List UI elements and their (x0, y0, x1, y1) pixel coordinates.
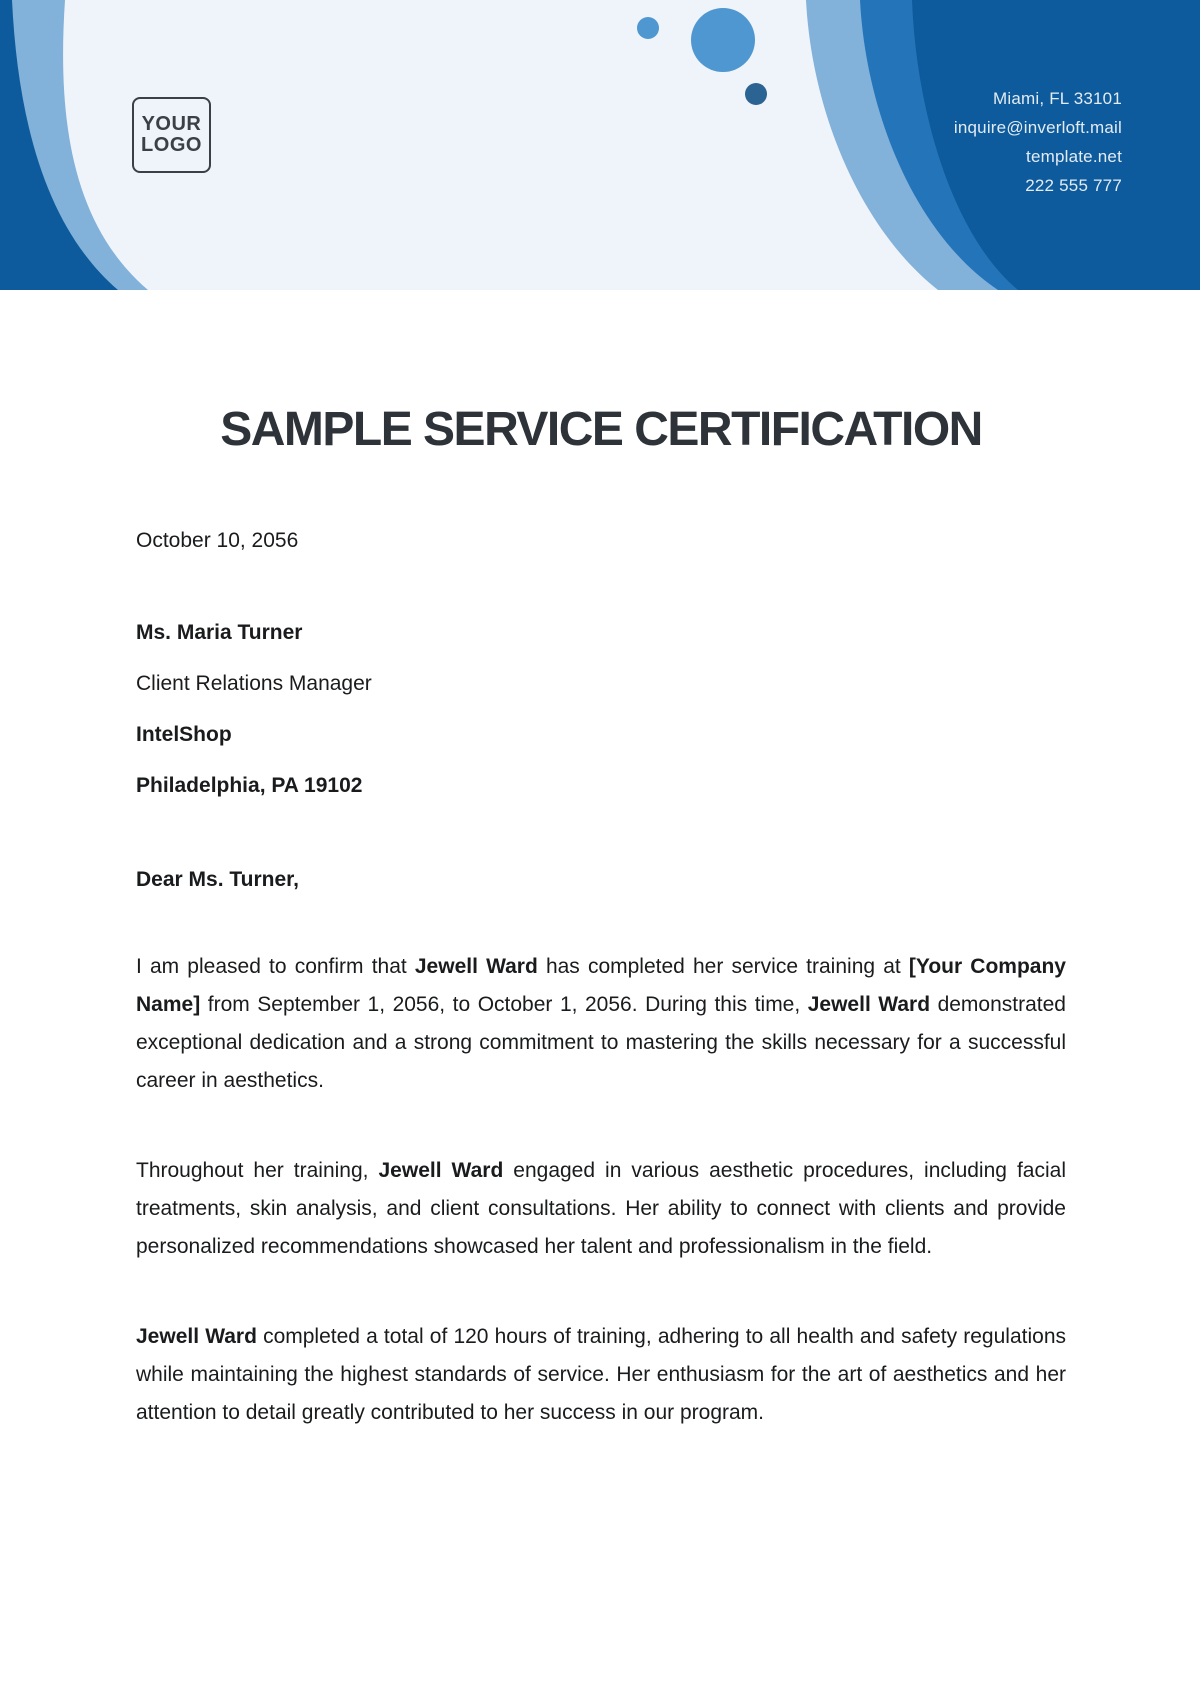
recipient-line: Client Relations Manager (136, 672, 372, 696)
body-paragraph: I am pleased to confirm that Jewell Ward has completed her service training at [Your Company Name] from September 1, 2056, to October 1, 2056. During this time, Jewell Ward demonstrated exceptional dedication and a strong commitment to mastering the skills necessary for a successful career in aesthetics. (136, 955, 1066, 1093)
logo (132, 97, 211, 173)
contact-line: Miami, FL 33101 (993, 89, 1122, 108)
recipient-line: IntelShop (136, 723, 232, 747)
letter-date: October 10, 2056 (136, 529, 299, 553)
dot-large-blue (691, 8, 755, 72)
letter-content (0, 402, 1200, 1432)
dot-small-dark (745, 83, 767, 105)
contact-line: inquire@inverloft.mail (953, 118, 1122, 137)
dot-small-blue (637, 17, 659, 39)
logo-text-line2: LOGO (141, 134, 202, 156)
salutation: Dear Ms. Turner, (136, 868, 299, 892)
recipient-block (136, 619, 1066, 800)
letter-body (136, 948, 1066, 1432)
body-paragraph: Throughout her training, Jewell Ward engaged in various aesthetic procedures, including facial treatments, skin analysis, and client consultations. Her ability to connect with clients and provide personalized recommendations showcased her talent and professionalism in the field. (136, 1159, 1066, 1259)
letter-title: SAMPLE SERVICE CERTIFICATION (220, 403, 982, 456)
recipient-line: Ms. Maria Turner (136, 621, 303, 645)
logo-text-line1: YOUR (141, 113, 202, 135)
contact-line: template.net (1026, 147, 1122, 166)
contact-info (954, 84, 1122, 200)
letterhead-banner (0, 0, 1200, 290)
contact-line: 222 555 777 (1025, 176, 1122, 195)
recipient-line: Philadelphia, PA 19102 (136, 774, 363, 798)
body-paragraph: Jewell Ward completed a total of 120 hours of training, adhering to all health and safety regulations while maintaining the highest standards of service. Her enthusiasm for the art of aesthetics and her attention to detail greatly contributed to her success in our program. (136, 1325, 1066, 1425)
